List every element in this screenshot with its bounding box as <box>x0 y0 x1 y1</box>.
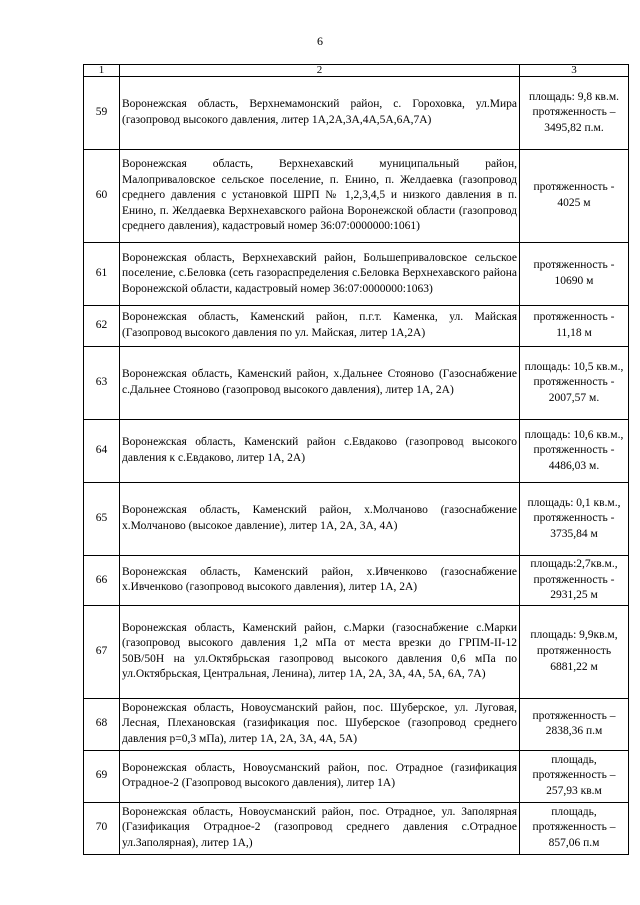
measurement-cell: площадь, протяженность – 257,93 кв.м <box>520 750 629 802</box>
measurement-cell: площадь, протяженность – 857,06 п.м <box>520 802 629 854</box>
description-cell: Воронежская область, Новоусманский район, пос. Отрадное (газификация Отрадное-2 (Газопровод высокого давления), литер 1А) <box>120 750 520 802</box>
table-row <box>84 347 629 420</box>
description-cell: Воронежская область, Каменский район, х.Ивченково (газоснабжение х.Ивченково (газопровод высокого давления), литер 1А, 2А) <box>120 556 520 606</box>
description-cell: Воронежская область, Каменский район, п.г.т. Каменка, ул. Майская (Газопровод высокого давления по ул. Майская, литер 1А,2А) <box>120 306 520 347</box>
description-cell: Воронежская область, Верхнехавский муниципальный район, Малоприваловское сельское поселение, п. Енино, п. Желдаевка (газопровод среднего давления с установкой ШРП № 1,2,3,4,5 и низкого давления в п. Енино, п. Желдаевка Верхнехавского района Воронежской области (газопровод среднего давления), кадастровый номер 36:07:0000000:1061) <box>120 150 520 243</box>
header-cell: 3 <box>520 65 629 77</box>
row-number-cell: 62 <box>84 306 120 347</box>
description-cell: Воронежская область, Каменский район, с.Марки (газоснабжение с.Марки (газопровод высокого давления 1,2 мПа от места врезки до ГРПМ-II-12 50В/50Н на ул.Октябрьская газопровод высокого давления 0,6 мПа по ул.Октябрьская, Центральная, Ленина), литер 1А, 2А, 3А, 4А, 5А, 6А, 7А) <box>120 605 520 698</box>
measurement-cell: площадь: 9,9кв.м, протяженность 6881,22 м <box>520 605 629 698</box>
table-row <box>84 556 629 606</box>
measurement-cell: площадь: 0,1 кв.м., протяженность - 3735,84 м <box>520 483 629 556</box>
row-number-cell: 66 <box>84 556 120 606</box>
table-row <box>84 150 629 243</box>
measurement-cell: протяженность - 4025 м <box>520 150 629 243</box>
description-cell: Воронежская область, Каменский район, х.Дальнее Стояново (Газоснабжение с.Дальнее Стояново (газопровод высокого давления), литер 1А, 2А) <box>120 347 520 420</box>
row-number-cell: 69 <box>84 750 120 802</box>
description-cell: Воронежская область, Каменский район, х.Молчаново (газоснабжение х.Молчаново (высокое давление), литер 1А, 2А, 3А, 4А) <box>120 483 520 556</box>
row-number-cell: 61 <box>84 243 120 306</box>
measurement-cell: площадь:2,7кв.м., протяженность - 2931,25 м <box>520 556 629 606</box>
row-number-cell: 59 <box>84 77 120 150</box>
measurement-cell: протяженность - 11,18 м <box>520 306 629 347</box>
header-cell: 1 <box>84 65 120 77</box>
table-row <box>84 243 629 306</box>
row-number-cell: 64 <box>84 420 120 483</box>
table-row <box>84 483 629 556</box>
table-row <box>84 306 629 347</box>
table-row <box>84 77 629 150</box>
table-row <box>84 802 629 854</box>
table-row <box>84 750 629 802</box>
description-cell: Воронежская область, Новоусманский район, пос. Шуберское, ул. Луговая, Лесная, Плехановская (газификация пос. Шуберское (газопровод среднего давления р=0,3 мПа), литер 1А, 2А, 3А, 4А, 5А) <box>120 698 520 750</box>
row-number-cell: 63 <box>84 347 120 420</box>
page-number: 6 <box>317 34 323 48</box>
description-cell: Воронежская область, Верхнемамонский район, с. Гороховка, ул.Мира (газопровод высокого давления, литер 1А,2А,3А,4А,5А,6А,7А) <box>120 77 520 150</box>
header-cell: 2 <box>120 65 520 77</box>
row-number-cell: 65 <box>84 483 120 556</box>
row-number-cell: 68 <box>84 698 120 750</box>
property-table <box>83 64 629 855</box>
table-header-row <box>84 65 629 77</box>
description-cell: Воронежская область, Верхнехавский район, Большеприваловское сельское поселение, с.Беловка (сеть газораспределения с.Беловка Верхнехавского района Воронежской области, кадастровый номер 36:07:0000000:1063) <box>120 243 520 306</box>
measurement-cell: площадь: 9,8 кв.м. протяженность – 3495,82 п.м. <box>520 77 629 150</box>
description-cell: Воронежская область, Каменский район с.Евдаково (газопровод высокого давления к с.Евдаково, литер 1А, 2А) <box>120 420 520 483</box>
row-number-cell: 70 <box>84 802 120 854</box>
table-row <box>84 420 629 483</box>
description-cell: Воронежская область, Новоусманский район, пос. Отрадное, ул. Заполярная (Газификация Отрадное-2 (газопровод среднего давления с.Отрадное ул.Заполярная), литер 1А,) <box>120 802 520 854</box>
row-number-cell: 60 <box>84 150 120 243</box>
measurement-cell: протяженность - 10690 м <box>520 243 629 306</box>
table-row <box>84 698 629 750</box>
row-number-cell: 67 <box>84 605 120 698</box>
table-row <box>84 605 629 698</box>
measurement-cell: протяженность – 2838,36 п.м <box>520 698 629 750</box>
measurement-cell: площадь: 10,5 кв.м., протяженность - 2007,57 м. <box>520 347 629 420</box>
measurement-cell: площадь: 10,6 кв.м., протяженность - 4486,03 м. <box>520 420 629 483</box>
